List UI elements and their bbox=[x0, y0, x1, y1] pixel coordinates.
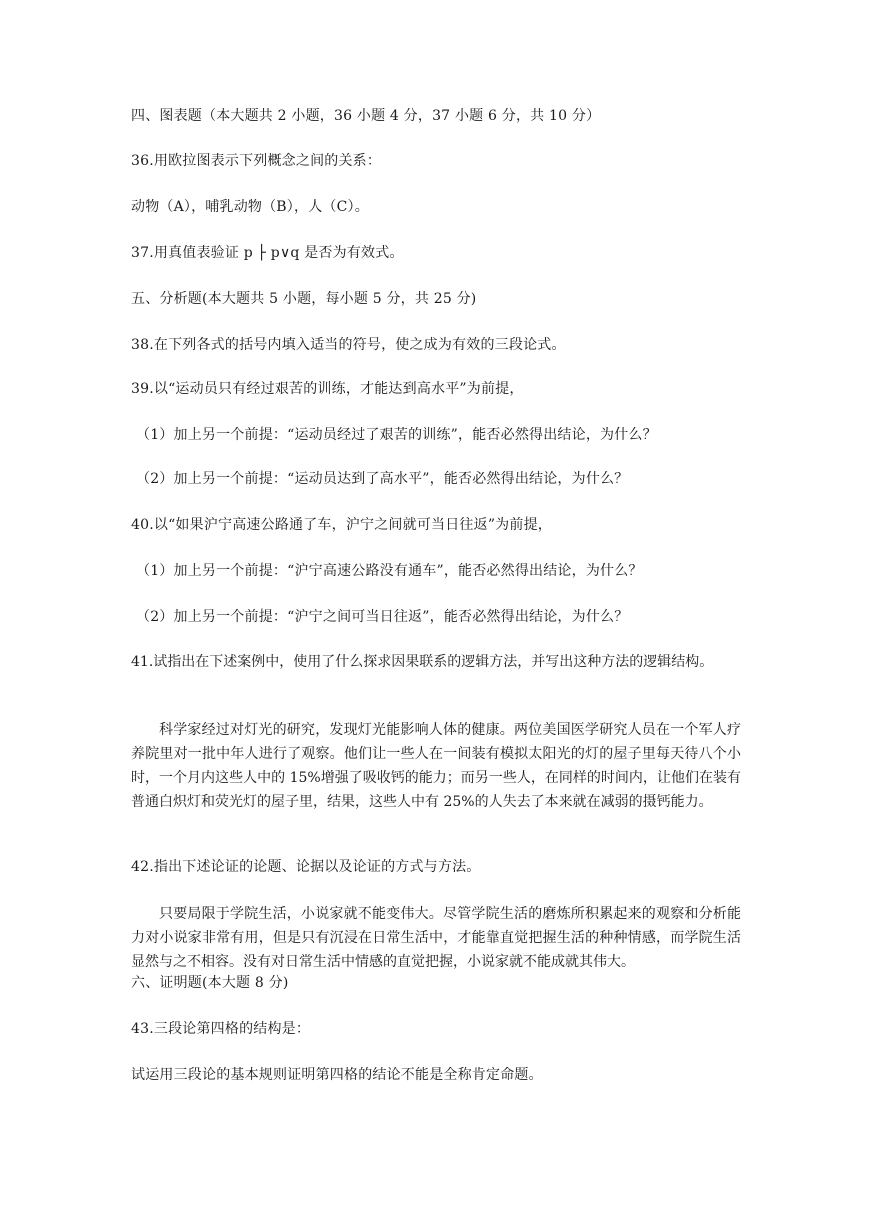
question-42: 42.指出下述论证的论题、论据以及论证的方式与方法。 bbox=[131, 859, 481, 875]
section4-heading: 四、图表题（本大题共 2 小题，36 小题 4 分，37 小题 6 分，共 10 分） bbox=[131, 108, 601, 124]
question-39-part-1: （1）加上另一个前提：“运动员经过了艰苦的训练”，能否必然得出结论，为什么？ bbox=[136, 427, 657, 443]
question-36-concepts: 动物（A），哺乳动物（B），人（C）。 bbox=[131, 199, 369, 215]
question-42-passage: 只要局限于学院生活，小说家就不能变伟大。尽管学院生活的磨炼所积累起来的观察和分析能力对小说家非常有用，但是只有沉浸在日常生活中，才能靠直觉把握生活的种种情感，而学院生活显然与之不相容。没有对日常生活中情感的直觉把握，小说家就不能成就其伟大。 bbox=[131, 906, 741, 970]
question-37: 37.用真值表验证 p ├ p∨q 是否为有效式。 bbox=[131, 245, 404, 261]
question-38: 38.在下列各式的括号内填入适当的符号，使之成为有效的三段论式。 bbox=[131, 337, 566, 353]
question-41: 41.试指出在下述案例中，使用了什么探求因果联系的逻辑方法，并写出这种方法的逻辑结构。 bbox=[131, 654, 714, 670]
question-41-case: 科学家经过对灯光的研究，发现灯光能影响人体的健康。两位美国医学研究人员在一个军人疗养院里对一批中年人进行了观察。他们让一些人在一间装有模拟太阳光的灯的屋子里每天待八个小时，一个月内这些人中的 15%增强了吸收钙的能力；而另一些人，在同样的时间内，让他们在装有普通白炽灯和荧光灯的屋子里，结果，这些人中有 25%的人失去了本来就在减弱的摄钙能力。 bbox=[131, 722, 741, 810]
question-39-part-2: （2）加上另一个前提：“运动员达到了高水平”，能否必然得出结论，为什么？ bbox=[136, 471, 629, 487]
question-36: 36.用欧拉图表示下列概念之间的关系： bbox=[131, 153, 382, 169]
question-40: 40.以“如果沪宁高速公路通了车，沪宁之间就可当日往返”为前提， bbox=[131, 517, 552, 533]
section6-heading: 六、证明题(本大题 8 分) bbox=[131, 975, 289, 991]
section5-heading: 五、分析题(本大题共 5 小题，每小题 5 分，共 25 分) bbox=[131, 291, 477, 307]
question-43-task: 试运用三段论的基本规则证明第四格的结论不能是全称肯定命题。 bbox=[131, 1067, 543, 1083]
question-40-part-2: （2）加上另一个前提：“沪宁之间可当日往返”，能否必然得出结论，为什么？ bbox=[136, 609, 629, 625]
question-39: 39.以“运动员只有经过艰苦的训练，才能达到高水平”为前提， bbox=[131, 381, 524, 397]
question-40-part-1: （1）加上另一个前提：“沪宁高速公路没有通车”，能否必然得出结论，为什么？ bbox=[136, 563, 643, 579]
question-43: 43.三段论第四格的结构是： bbox=[131, 1021, 311, 1037]
